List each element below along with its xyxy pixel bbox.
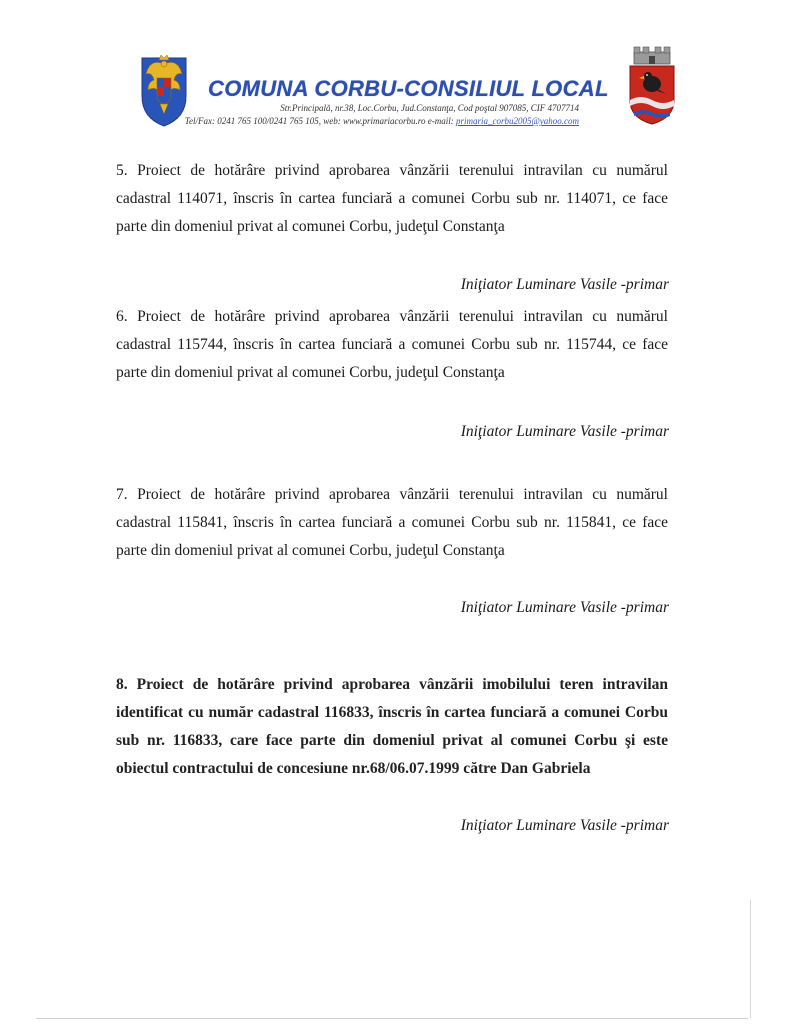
header-address: Str.Principală, nr.38, Loc.Corbu, Jud.Constanţa, Cod poştal 907085, CIF 4707714 <box>280 103 579 113</box>
corbu-coat-of-arms-icon <box>626 44 678 126</box>
bottom-divider <box>36 1018 748 1019</box>
header-title: COMUNA CORBU-CONSILIUL LOCAL <box>208 76 609 101</box>
header-contact <box>185 116 579 126</box>
initiator-item-7: Iniţiator Luminare Vasile -primar <box>460 599 669 616</box>
initiator-item-6: Iniţiator Luminare Vasile -primar <box>460 423 669 440</box>
agenda-item-8: 8. Proiect de hotărâre privind aprobarea vânzării imobilului teren intravilan identificat cu număr cadastral 116833, înscris în cartea funciară a comunei Corbu sub nr. 116833, care face parte din domeniul privat al comunei Corbu şi este obiectul contractului de concesiune nr.68/06.07.1999 către Dan Gabriela <box>116 676 668 777</box>
email-link[interactable]: primaria_corbu2005@yahoo.com <box>455 116 579 126</box>
initiator-item-8: Iniţiator Luminare Vasile -primar <box>460 817 669 834</box>
initiator-item-5: Iniţiator Luminare Vasile -primar <box>460 276 669 293</box>
header-contact-text: Tel/Fax: 0241 765 100/0241 765 105, web: www.primariacorbu.ro e-mail: <box>184 116 456 126</box>
agenda-item-7: 7. Proiect de hotărâre privind aprobarea vânzării terenului intravilan cu numărul cadastral 115841, înscris în cartea funciară a comunei Corbu sub nr. 115841, ce face parte din domeniul privat al comunei Corbu, judeţul Constanţa <box>116 486 668 559</box>
agenda-item-6: 6. Proiect de hotărâre privind aprobarea vânzării terenului intravilan cu numărul cadastral 115744, înscris în cartea funciară a comunei Corbu sub nr. 115744, ce face parte din domeniul privat al comunei Corbu, judeţul Constanţa <box>116 308 668 381</box>
agenda-item-5: 5. Proiect de hotărâre privind aprobarea vânzării terenului intravilan cu numărul cadastral 114071, înscris în cartea funciară a comunei Corbu sub nr. 114071, ce face parte din domeniul privat al comunei Corbu, judeţul Constanţa <box>116 162 668 235</box>
right-edge-line <box>750 900 751 1018</box>
romania-coat-of-arms-icon <box>138 52 190 128</box>
